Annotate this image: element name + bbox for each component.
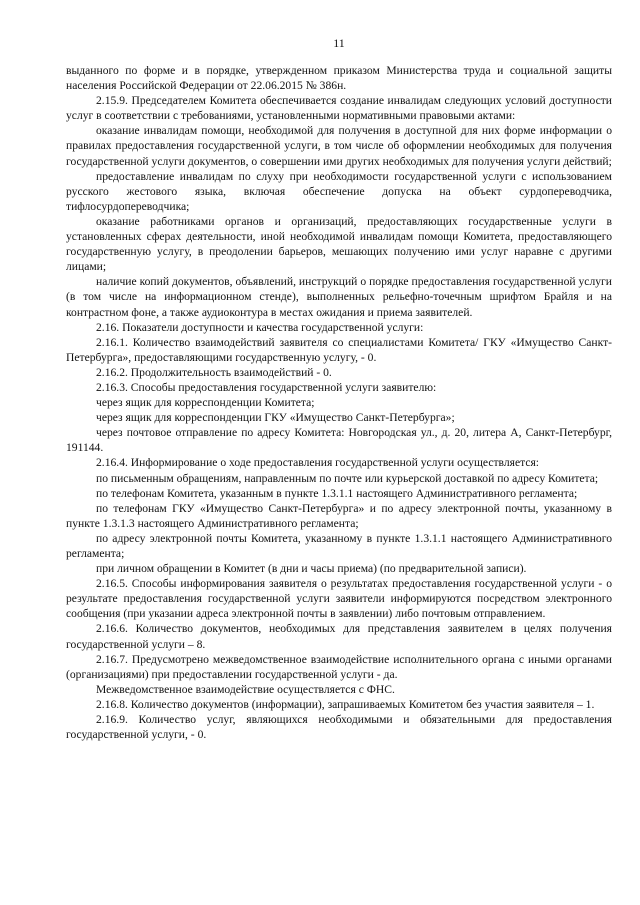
paragraph: 2.16. Показатели доступности и качества государственной услуги:	[96, 320, 424, 334]
paragraph: 2.16.7. Предусмотрено межведомственное взаимодействие исполнительного органа с иными органами (организациями) при предоставлении государственной услуги - да.	[66, 652, 612, 681]
paragraph: 2.16.9. Количество услуг, являющихся необходимыми и обязательными для предоставления государственной услуги, - 0.	[66, 713, 612, 742]
paragraph: по адресу электронной почты Комитета, указанному в пункте 1.3.1.1 настоящего Административного регламента;	[66, 531, 612, 560]
document-body	[66, 63, 612, 742]
paragraph: 2.16.2. Продолжительность взаимодействий - 0.	[96, 365, 332, 379]
paragraph: 2.15.9. Председателем Комитета обеспечивается создание инвалидам следующих условий доступности услуг в соответствии с требованиями, установленными нормативными правовыми актами:	[66, 94, 612, 123]
paragraph: оказание инвалидам помощи, необходимой для получения в доступной для них форме информации о правилах предоставления государственной услуги, в том числе об оформлении необходимых для получения государственной услуги документов, о совершении ими других необходимых для получения услуги действий;	[66, 124, 612, 168]
paragraph: выданного по форме и в порядке, утвержденном приказом Министерства труда и социальной защиты населения Российской Федерации от 22.06.2015 № 386н.	[66, 64, 612, 93]
paragraph: 2.16.3. Способы предоставления государственной услуги заявителю:	[96, 380, 437, 394]
paragraph: через почтовое отправление по адресу Комитета: Новгородская ул., д. 20, литера А, Санкт-Петербург, 191144.	[66, 426, 612, 455]
paragraph: через ящик для корреспонденции ГКУ «Имущество Санкт-Петербурга»;	[96, 411, 455, 425]
paragraph: оказание работниками органов и организаций, предоставляющих государственные услуги в установленных сферах деятельности, иной необходимой инвалидам помощи Комитета, предоставляющего государственную услугу, в преодолении барьеров, мешающих получению ими услуг наравне с другими лицами;	[66, 214, 612, 274]
paragraph: через ящик для корреспонденции Комитета;	[96, 396, 315, 410]
paragraph: 2.16.8. Количество документов (информации), запрашиваемых Комитетом без участия заявителя – 1.	[96, 697, 595, 711]
paragraph: Межведомственное взаимодействие осуществляется с ФНС.	[96, 682, 395, 696]
page-number: 11	[333, 36, 345, 50]
paragraph: по телефонам ГКУ «Имущество Санкт-Петербурга» и по адресу электронной почты, указанному в пункте 1.3.1.3 настоящего Административного регламента;	[66, 501, 612, 530]
paragraph: 2.16.1. Количество взаимодействий заявителя со специалистами Комитета/ ГКУ «Имущество Санкт-Петербурга», предоставляющими государственную услугу, - 0.	[66, 335, 612, 364]
paragraph: при личном обращении в Комитет (в дни и часы приема) (по предварительной записи).	[96, 562, 527, 576]
paragraph: 2.16.6. Количество документов, необходимых для представления заявителем в целях получения государственной услуги – 8.	[66, 622, 612, 651]
paragraph: наличие копий документов, объявлений, инструкций о порядке предоставления государственной услуги (в том числе на информационном стенде), выполненных рельефно-точечным шрифтом Брайля и на контрастном фоне, а также аудиоконтура в местах ожидания и приема заявителей.	[66, 275, 612, 319]
paragraph: предоставление инвалидам по слуху при необходимости государственной услуги с использованием русского жестового языка, включая обеспечение допуска на объект сурдопереводчика, тифлосурдопереводчика;	[66, 169, 612, 213]
paragraph: по письменным обращениям, направленным по почте или курьерской доставкой по адресу Комитета;	[96, 471, 599, 485]
paragraph: по телефонам Комитета, указанным в пункте 1.3.1.1 настоящего Административного регламента;	[96, 486, 578, 500]
paragraph: 2.16.5. Способы информирования заявителя о результатах предоставления государственной услуги - о результате предоставления государственной услуги заявители информируются посредством электронного сообщения (при указании адреса электронной почты в заявлении) либо почтовым отправлением.	[66, 577, 612, 621]
paragraph: 2.16.4. Информирование о ходе предоставления государственной услуги осуществляется:	[96, 456, 540, 470]
